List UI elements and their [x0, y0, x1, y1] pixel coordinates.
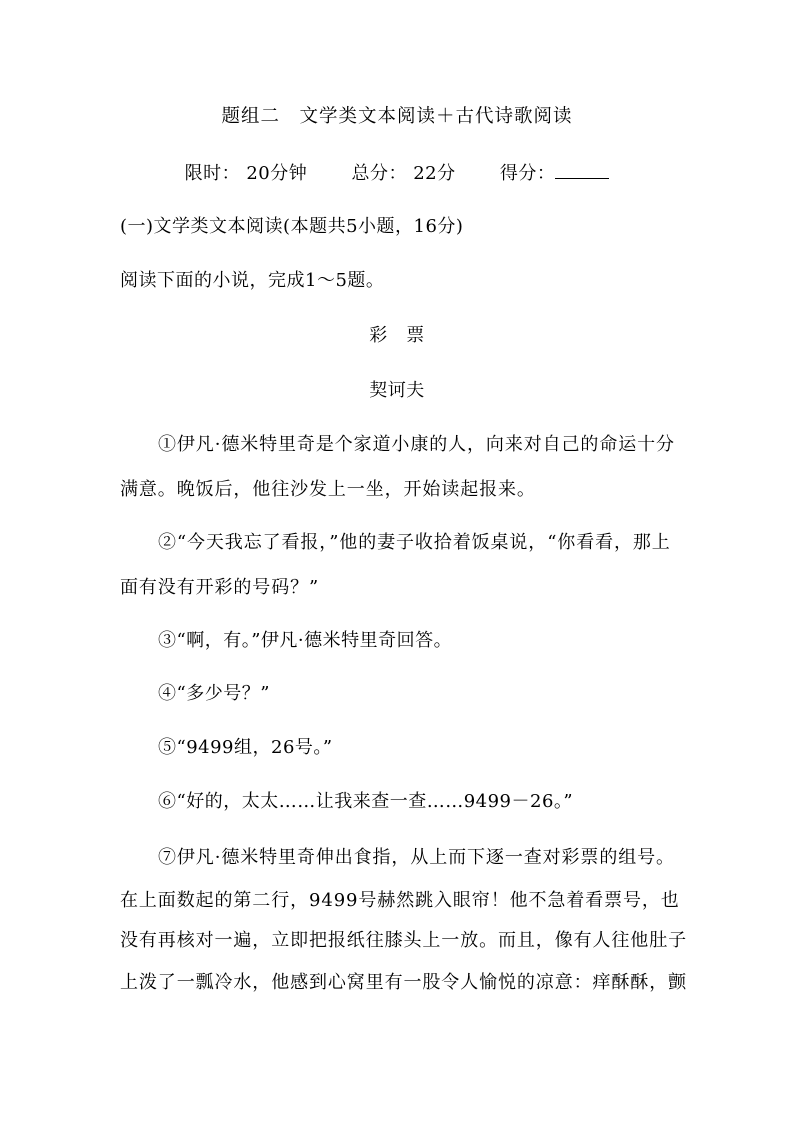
section-instruction: 阅读下面的小说，完成1～5题。 [120, 270, 385, 291]
exam-meta [0, 160, 794, 186]
story-title: 彩 票 [369, 325, 425, 346]
paragraph-line: ⑦伊凡·德米特里奇伸出食指，从上而下逐一查对彩票的组号。 [158, 847, 675, 868]
paragraph-line: ①伊凡·德米特里奇是个家道小康的人，向来对自己的命运十分 [158, 434, 675, 455]
section-heading: (一)文学类文本阅读(本题共5小题，16分) [120, 216, 464, 237]
total-score: 总分： 22分 [351, 163, 456, 184]
page-title: 题组二 文学类文本阅读＋古代诗歌阅读 [221, 106, 573, 127]
paragraph-line: ③“啊，有。”伊凡·德米特里奇回答。 [158, 630, 453, 651]
paragraph-line: ④“多少号？” [158, 683, 270, 704]
paragraph-line: 满意。晚饭后，他往沙发上一坐，开始读起报来。 [120, 479, 536, 500]
story-author: 契诃夫 [369, 380, 425, 401]
time-limit: 限时： 20分钟 [184, 163, 308, 184]
paragraph-line: 面有没有开彩的号码？” [120, 577, 320, 598]
paragraph-line: ②“今天我忘了看报，”他的妻子收拾着饭桌说，“你看看，那上 [158, 532, 671, 553]
paragraph-line: 没有再核对一遍，立即把报纸往膝头上一放。而且，像有人往他肚子 [120, 930, 687, 951]
paragraph-line: ⑥“好的，太太……让我来查一查……9499－26。” [158, 791, 574, 812]
paragraph-line: 在上面数起的第二行，9499号赫然跳入眼帘！他不急着看票号，也 [120, 890, 680, 911]
score-label: 得分： [499, 163, 556, 184]
paragraph-line: 上泼了一瓢冷水，他感到心窝里有一股令人愉悦的凉意：痒酥酥，颤 [120, 972, 687, 993]
score-blank-field[interactable] [555, 160, 609, 179]
paragraph-line: ⑤“9499组，26号。” [158, 737, 333, 758]
